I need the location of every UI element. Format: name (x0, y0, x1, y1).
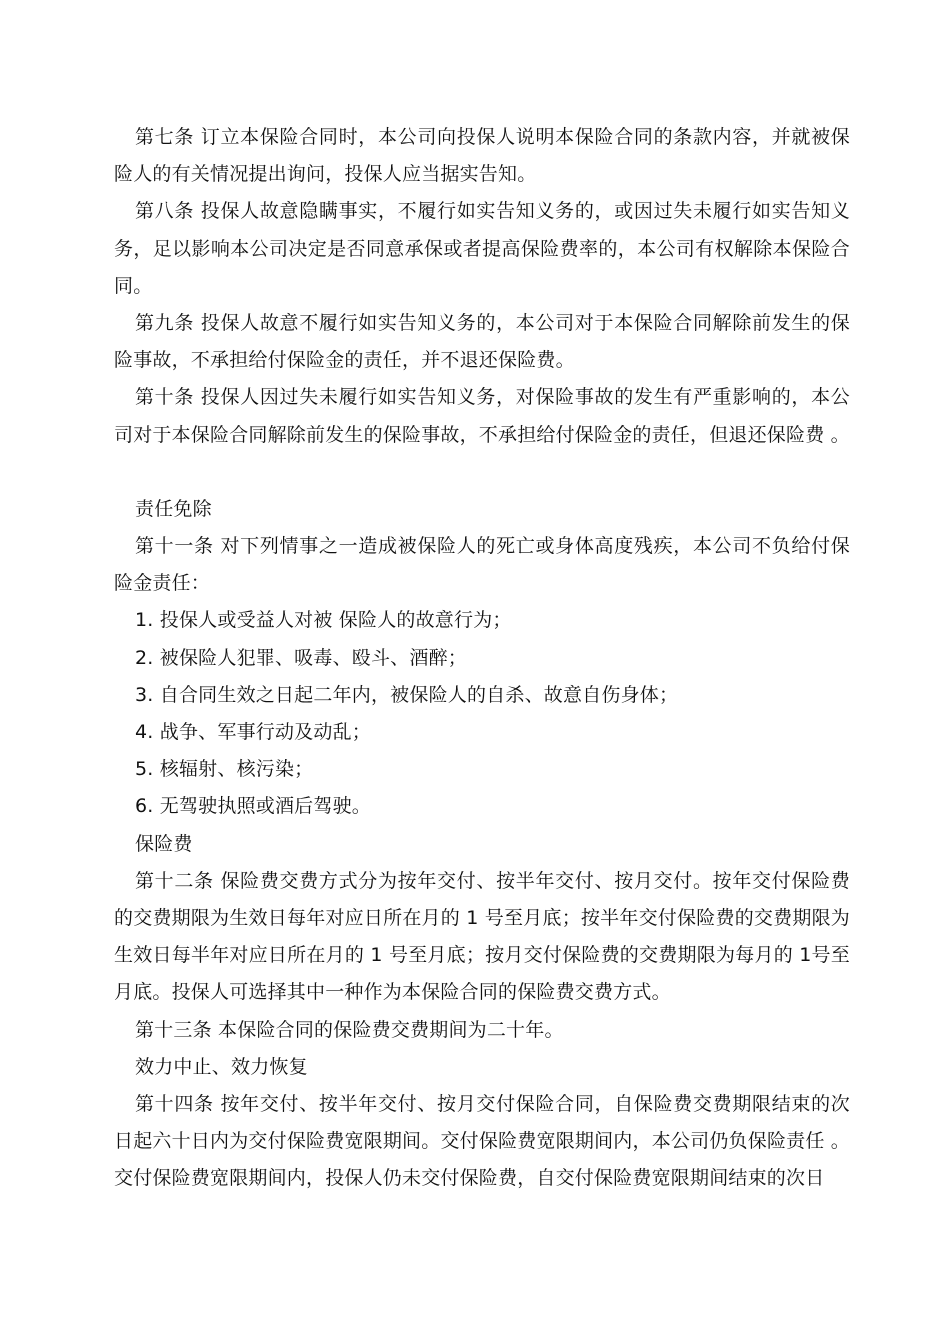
exemption-item: 5. 核辐射、核污染； (135, 758, 314, 781)
exemption-item: 6. 无驾驶执照或酒后驾驶。 (135, 795, 371, 818)
article-11: 第十一条 对下列情事之一造成被保险人的死亡或身体高度残疾，本公司不负给付保险金责任： (114, 535, 850, 595)
exemption-item: 1. 投保人或受益人对被 保险人的故意行为； (135, 609, 512, 632)
exemption-item: 4. 战争、军事行动及动乱； (135, 721, 371, 744)
article-14: 第十四条 按年交付、按半年交付、按月交付保险合同，自保险费交费期限结束的次日起六十日内为交付保险费宽限期间。交付保险费宽限期间内，本公司仍负保险责任 。交付保险费宽限期间内，投保人仍未交付保险费，自交付保险费宽限期间结束的次日 (114, 1093, 850, 1190)
document-page (114, 119, 850, 1198)
section-heading-premium: 保险费 (135, 832, 193, 855)
exemption-item: 3. 自合同生效之日起二年内，被保险人的自杀、故意自伤身体； (135, 683, 679, 706)
section-heading-suspension: 效力中止、效力恢复 (135, 1055, 308, 1078)
paragraph-gap (114, 454, 850, 491)
article-9: 第九条 投保人故意不履行如实告知义务的，本公司对于本保险合同解除前发生的保险事故，不承担给付保险金的责任，并不退还保险费。 (114, 312, 850, 372)
article-13: 第十三条 本保险合同的保险费交费期间为二十年。 (135, 1018, 564, 1041)
article-10: 第十条 投保人因过失未履行如实告知义务，对保险事故的发生有严重影响的，本公司对于本保险合同解除前发生的保险事故，不承担给付保险金的责任，但退还保险费 。 (114, 386, 850, 446)
article-8: 第八条 投保人故意隐瞒事实，不履行如实告知义务的，或因过失未履行如实告知义务，足以影响本公司决定是否同意承保或者提高保险费率的，本公司有权解除本保险合同。 (114, 200, 850, 297)
section-heading-exemption: 责任免除 (135, 497, 212, 520)
article-12: 第十二条 保险费交费方式分为按年交付、按半年交付、按月交付。按年交付保险费的交费期限为生效日每年对应日所在月的 1 号至月底；按半年交付保险费的交费期限为生效日每半年对应日所在月的 1 号至月底；按月交付保险费的交费期限为每月的 1号至月底。投保人可选择其中一种作为本保险合同的保险费交费方式。 (114, 869, 850, 1004)
article-7: 第七条 订立本保险合同时，本公司向投保人说明本保险合同的条款内容，并就被保险人的有关情况提出询问，投保人应当据实告知。 (114, 126, 850, 186)
exemption-item: 2. 被保险人犯罪、吸毒、殴斗、酒醉； (135, 646, 467, 669)
